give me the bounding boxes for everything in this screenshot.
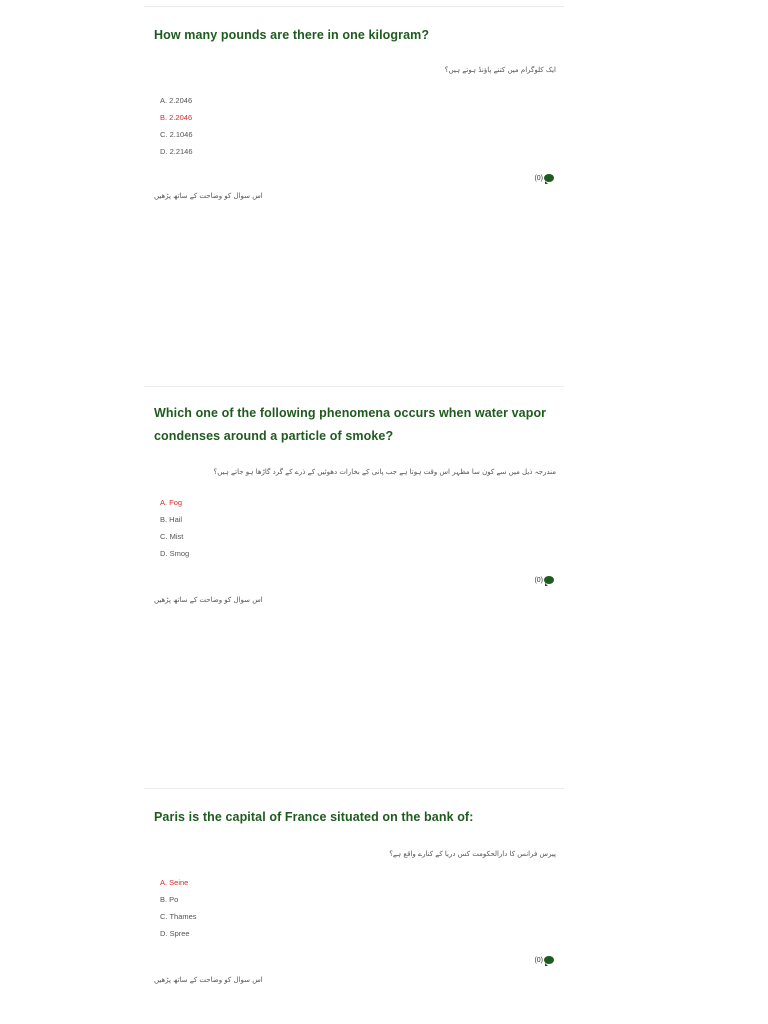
option-c: C. 2.1046 <box>160 130 193 139</box>
answer-options <box>160 92 193 160</box>
option-a: A. 2.2046 <box>160 96 193 105</box>
chat-bubble-icon <box>544 956 554 964</box>
comments-count: (0) <box>534 956 543 964</box>
question-title[interactable]: How many pounds are there in one kilogram? <box>154 28 430 42</box>
question-title[interactable]: Paris is the capital of France situated on the bank of: <box>154 810 474 824</box>
comments-count: (0) <box>534 174 543 182</box>
comments-count: (0) <box>534 576 543 584</box>
urdu-translation: پیرس فرانس کا دارالحکومت کس دریا کے کنارے واقع ہے؟ <box>389 850 556 858</box>
option-d: D. 2.2146 <box>160 147 193 156</box>
option-b: B. Hail <box>160 515 183 524</box>
option-a-correct: A. Seine <box>160 878 189 887</box>
comments-link[interactable] <box>534 956 554 964</box>
option-c: C. Thames <box>160 912 197 921</box>
answer-options <box>160 494 189 562</box>
urdu-translation: ایک کلوگرام میں کتنے پاؤنڈ ہوتے ہیں؟ <box>444 66 556 74</box>
read-explanation-link[interactable]: اس سوال کو وضاحت کے ساتھ پڑھیں <box>154 192 263 200</box>
option-d: D. Spree <box>160 929 190 938</box>
option-d: D. Smog <box>160 549 190 558</box>
card-divider <box>144 6 564 7</box>
card-divider <box>144 788 564 789</box>
question-title[interactable]: Which one of the following phenomena occurs when water vapor condenses around a particle of smoke? <box>154 406 547 443</box>
read-explanation-link[interactable]: اس سوال کو وضاحت کے ساتھ پڑھیں <box>154 976 263 984</box>
read-explanation-link[interactable]: اس سوال کو وضاحت کے ساتھ پڑھیں <box>154 596 263 604</box>
urdu-translation: مندرجہ ذیل میں سے کون سا مظہر اس وقت ہوتا ہے جب پانی کے بخارات دھوئیں کے ذرے کے گرد گاڑھا ہو جاتے ہیں؟ <box>213 468 556 476</box>
option-c: C. Mist <box>160 532 184 541</box>
card-divider <box>144 386 564 387</box>
option-b: B. Po <box>160 895 179 904</box>
option-b-correct: B. 2.2046 <box>160 113 193 122</box>
comments-link[interactable] <box>534 174 554 182</box>
chat-bubble-icon <box>544 576 554 584</box>
chat-bubble-icon <box>544 174 554 182</box>
answer-options <box>160 874 197 942</box>
option-a-correct: A. Fog <box>160 498 183 507</box>
comments-link[interactable] <box>534 576 554 584</box>
